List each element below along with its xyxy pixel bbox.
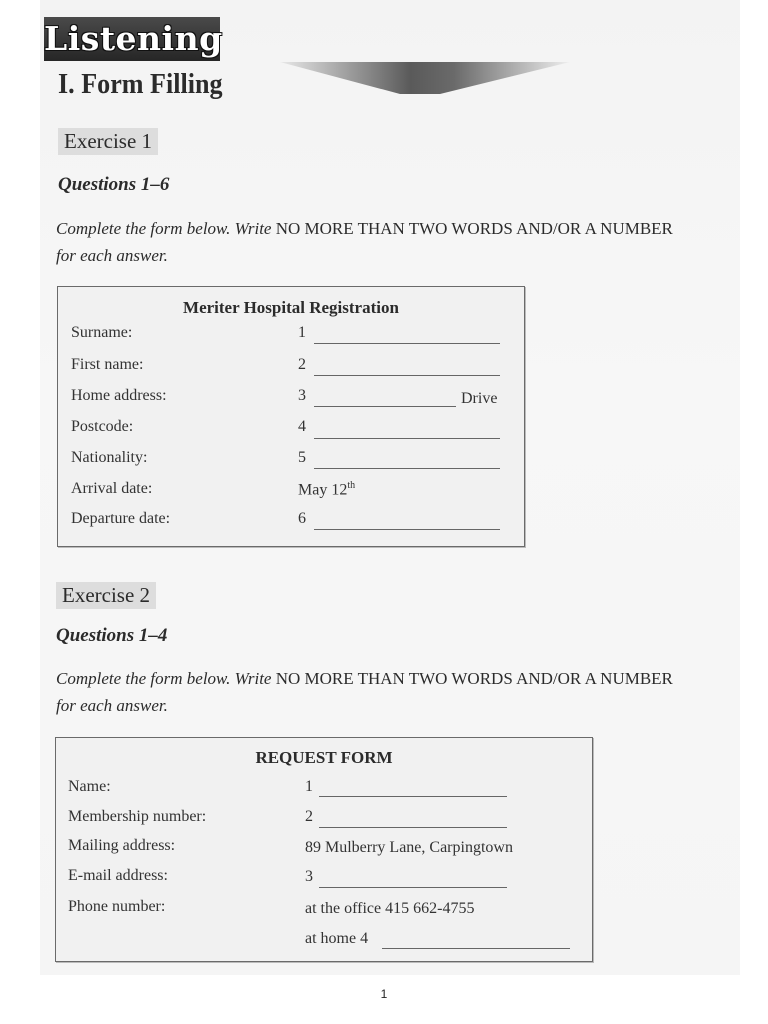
listening-logo	[44, 17, 223, 61]
exercise-1-instructions	[56, 215, 736, 269]
answer-4-blank[interactable]	[382, 948, 570, 949]
question-3-number: 3	[298, 387, 306, 404]
instr-text-end: for each answer.	[56, 246, 168, 265]
hospital-registration-form	[57, 286, 525, 547]
exercise-2-questions: Questions 1–4	[56, 625, 168, 646]
home-address-label: Home address:	[71, 387, 167, 404]
logo-text: Listening	[44, 19, 223, 58]
arrival-date-suffix: th	[347, 480, 356, 491]
answer-3-blank[interactable]	[314, 406, 456, 407]
departure-date-label: Departure date:	[71, 510, 171, 527]
arrival-date-text: May 12	[298, 481, 348, 499]
membership-number-label: Membership number:	[68, 808, 207, 825]
page-number: 1	[380, 987, 388, 1001]
email-address-label: E-mail address:	[68, 867, 168, 884]
form-title: REQUEST FORM	[255, 748, 393, 767]
arrival-date-label: Arrival date:	[71, 480, 153, 497]
request-form	[55, 737, 593, 962]
exercise-1-questions: Questions 1–6	[58, 174, 170, 195]
question-5-number: 5	[298, 449, 306, 466]
question-2-number: 2	[305, 808, 313, 825]
instr-text: Complete the form below. Write	[56, 669, 276, 688]
nationality-label: Nationality:	[71, 449, 148, 466]
first-name-label: First name:	[71, 356, 144, 373]
office-phone-value: at the office 415 662-4755	[305, 900, 475, 917]
instr-emphasis: NO MORE THAN TWO WORDS AND/OR A NUMBER	[275, 669, 673, 688]
drive-suffix: Drive	[461, 390, 498, 407]
exercise-2-label: Exercise 2	[62, 583, 151, 607]
home-phone-prompt: at home 4	[305, 930, 369, 947]
answer-2-blank[interactable]	[314, 375, 500, 376]
answer-1-blank[interactable]	[319, 796, 507, 797]
instr-emphasis: NO MORE THAN TWO WORDS AND/OR A NUMBER	[275, 219, 673, 238]
instr-text: Complete the form below. Write	[56, 219, 276, 238]
mailing-address-label: Mailing address:	[68, 837, 176, 854]
instr-text-end: for each answer.	[56, 696, 168, 715]
answer-3-blank[interactable]	[319, 887, 507, 888]
mailing-address-value: 89 Mulberry Lane, Carpingtown	[305, 839, 513, 856]
question-4-number: 4	[298, 418, 306, 435]
header-banner-shade	[280, 62, 570, 96]
answer-4-blank[interactable]	[314, 438, 500, 439]
exercise-2-instructions	[56, 665, 736, 719]
exercise-1-badge	[58, 128, 158, 155]
exercise-1-label: Exercise 1	[64, 129, 153, 153]
name-label: Name:	[68, 778, 111, 795]
question-1-number: 1	[305, 778, 313, 795]
answer-2-blank[interactable]	[319, 827, 507, 828]
question-6-number: 6	[298, 510, 306, 527]
section-title: I. Form Filling	[58, 68, 223, 100]
surname-label: Surname:	[71, 324, 133, 341]
answer-1-blank[interactable]	[314, 343, 500, 344]
phone-number-label: Phone number:	[68, 898, 166, 915]
answer-5-blank[interactable]	[314, 468, 500, 469]
question-1-number: 1	[298, 324, 306, 341]
postcode-label: Postcode:	[71, 418, 134, 435]
question-3-number: 3	[305, 868, 313, 885]
answer-6-blank[interactable]	[314, 529, 500, 530]
form-title: Meriter Hospital Registration	[183, 298, 399, 317]
arrival-date-value	[298, 480, 355, 499]
question-2-number: 2	[298, 356, 306, 373]
exercise-2-badge	[56, 582, 156, 609]
